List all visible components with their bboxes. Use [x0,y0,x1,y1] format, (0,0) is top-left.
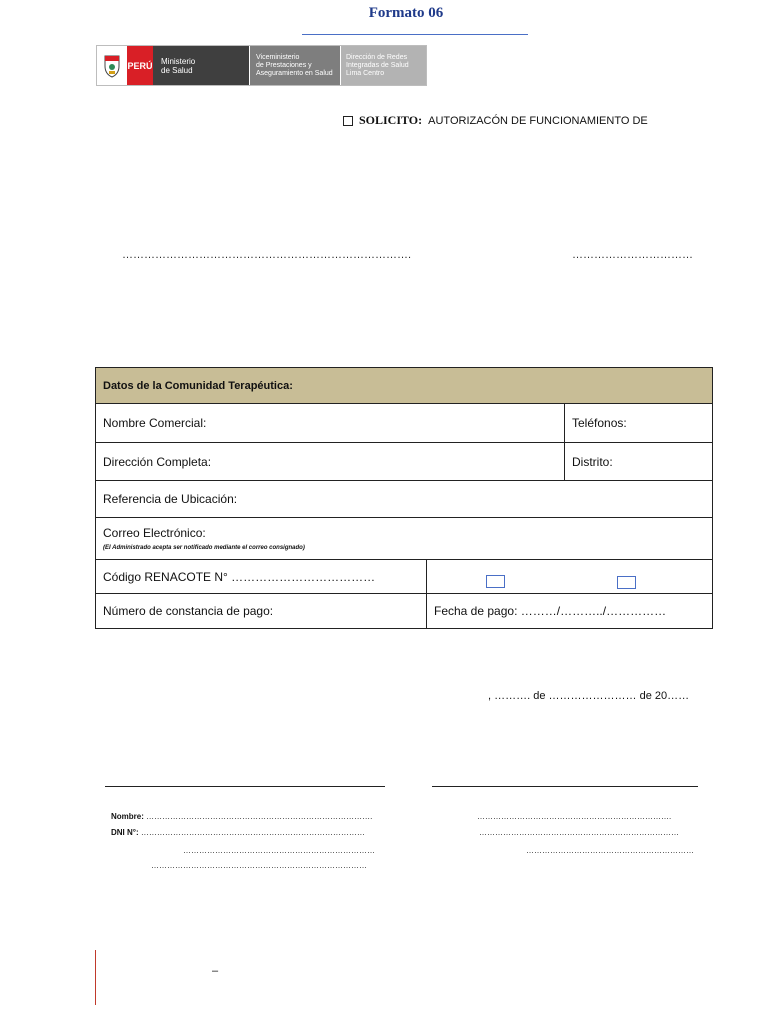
name-dots: …………………………………………………………………………. [146,812,373,821]
date-line[interactable]: , ………. de …………………… de 20…… [488,690,690,702]
signature-line-right [432,786,698,787]
community-data-table [95,367,713,629]
dotted-field-right[interactable]: …………………………… [572,249,693,261]
right-signer-line-2[interactable]: ………………………………………………………………… [479,828,679,837]
table-header: Datos de la Comunidad Terapéutica: [103,379,293,392]
logo-direction: Dirección de Redes Integradas de Salud Lima Centro [341,46,426,85]
table-row [96,593,712,628]
signer-dni-line[interactable] [111,828,365,837]
logo-country: PERÚ [127,46,153,85]
correo-field[interactable] [96,518,712,559]
direccion-field[interactable]: Dirección Completa: [103,454,212,469]
nombre-comercial-field[interactable]: Nombre Comercial: [103,416,207,430]
table-row [96,559,712,593]
signer-extra-line-2[interactable]: ……………………………………………………………………… [151,861,367,870]
renacote-field[interactable]: Código RENACOTE N° ……………………………… [103,569,376,584]
right-signer-line-3[interactable]: ……………………………………………………… [526,846,694,855]
name-label: Nombre: [111,812,144,821]
table-header-row [96,368,712,403]
constancia-pago-field[interactable]: Número de constancia de pago: [103,604,274,618]
signer-name-line[interactable] [111,812,372,821]
table-row [96,442,712,480]
logo-viceministry: Viceministerio de Prestaciones y Aseguramiento en Salud [250,46,340,85]
dotted-field-left[interactable]: ……………………………………………………………………. [122,249,412,261]
correo-note: (El Administrado acepta ser notificado mediante el correo consignado) [103,545,305,551]
fecha-pago-field[interactable]: Fecha de pago: ………/………../…………… [434,604,667,618]
solicito-label: SOLICITO: [359,113,423,127]
title-underline [302,34,528,35]
form-title: Formato 06 [368,5,444,21]
dni-label: DNI N°: [111,828,139,837]
institution-logo-banner [96,45,427,86]
signature-line-left [105,786,385,787]
distrito-field[interactable]: Distrito: [572,454,613,469]
dni-dots: ………………………………………………………………………… [140,828,365,837]
solicito-line [343,113,648,128]
right-signer-line-1[interactable]: ………………………………………………………………. [477,812,672,821]
referencia-field[interactable]: Referencia de Ubicación: [103,492,238,506]
correo-label: Correo Electrónico: [103,526,206,540]
table-row [96,403,712,442]
option-checkbox-1[interactable] [486,575,505,588]
telefonos-field[interactable]: Teléfonos: [572,416,627,430]
peru-coat-of-arms-icon [97,46,127,85]
logo-ministry: Ministerio de Salud [153,46,249,85]
table-row [96,480,712,517]
table-row [96,517,712,559]
signer-extra-line-1[interactable]: ……………………………………………………………… [183,846,375,855]
option-checkbox-2[interactable] [617,576,636,589]
footer-red-margin-line [95,950,96,1005]
solicito-text: AUTORIZACÓN DE FUNCIONAMIENTO DE [428,114,648,127]
footer-dash: – [212,965,219,977]
checkbox-icon[interactable] [343,116,353,126]
